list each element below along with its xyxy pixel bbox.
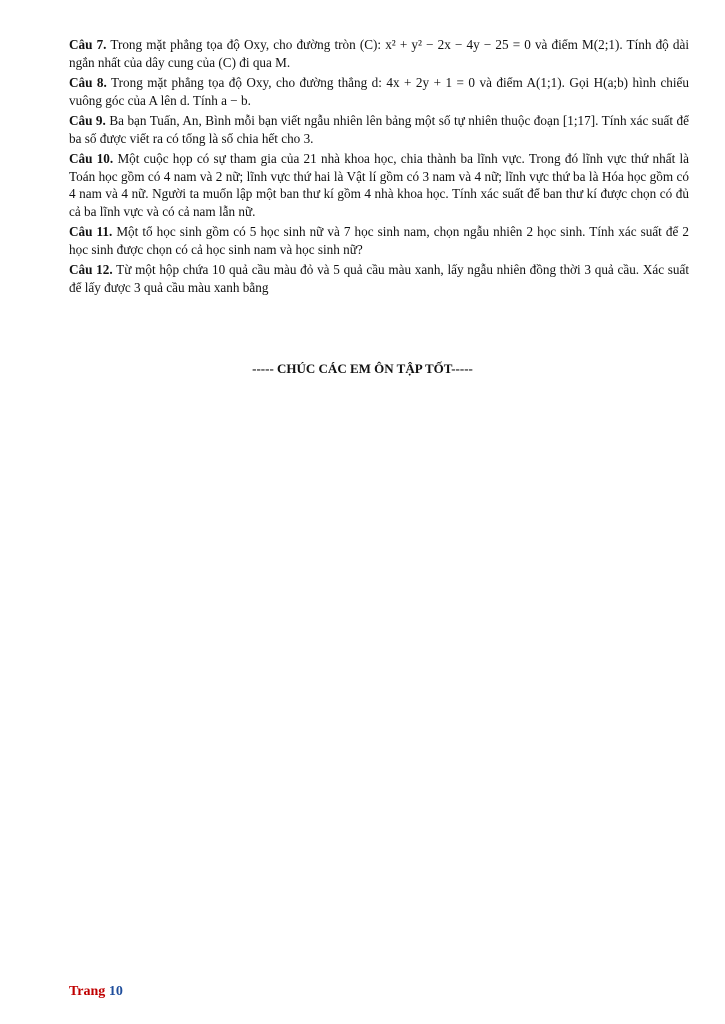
question-label: Câu 10. [69, 151, 114, 166]
question-label: Câu 7. [69, 37, 107, 52]
question-label: Câu 12. [69, 262, 113, 277]
question-text: Trong mặt phẳng tọa độ Oxy, cho đường tròn (C): x² + y² − 2x − 4y − 25 = 0 và điểm M(2;1). Tính độ dài ngắn nhất của dây cung của (C) đi qua M. [69, 37, 690, 70]
page-number: 10 [108, 984, 123, 999]
question-text: Một tổ học sinh gồm có 5 học sinh nữ và 7 học sinh nam, chọn ngẫu nhiên 2 học sinh. Tính xác suất để 2 học sinh được chọn có cả học sinh nam và học sinh nữ? [69, 224, 689, 257]
closing-message: ----- CHÚC CÁC EM ÔN TẬP TỐT----- [252, 361, 473, 376]
page-footer [69, 984, 123, 1000]
question-text: Một cuộc họp có sự tham gia của 21 nhà khoa học, chia thành ba lĩnh vực. Trong đó lĩnh vực thứ nhất là Toán học gồm có 4 nam và 2 nữ; lĩnh vực thứ hai là Vật lí gồm có 3 nam và 4 nữ; lĩnh vực thứ ba là Hóa học gồm có 4 nam và 4 nữ. Người ta muốn lập một ban thư kí gồm 4 nhà khoa học. Tính xác suất để ban thư kí được chọn có đủ cả ba lĩnh vực và có cả nam lẫn nữ. [69, 151, 690, 219]
question-8 [69, 74, 689, 109]
question-label: Câu 9. [69, 113, 106, 128]
question-text: Trong mặt phẳng tọa độ Oxy, cho đường thẳng d: 4x + 2y + 1 = 0 và điểm A(1;1). Gọi H(a;b) hình chiếu vuông góc của A lên d. Tính a − b. [69, 75, 690, 108]
question-7 [69, 36, 689, 71]
question-9 [69, 112, 689, 147]
question-11 [69, 223, 689, 258]
footer-label: Trang [69, 984, 106, 999]
question-label: Câu 8. [69, 75, 107, 90]
question-label: Câu 11. [69, 224, 113, 239]
question-12 [69, 261, 689, 296]
question-list [69, 36, 689, 299]
question-text: Ba bạn Tuấn, An, Bình mỗi bạn viết ngẫu nhiên lên bảng một số tự nhiên thuộc đoạn [1;17]. Tính xác suất để ba số được viết ra có tổng là số chia hết cho 3. [69, 113, 690, 146]
question-10 [69, 150, 689, 220]
question-text: Từ một hộp chứa 10 quả cầu màu đỏ và 5 quả cầu màu xanh, lấy ngẫu nhiên đồng thời 3 quả cầu. Xác suất để lấy được 3 quả cầu màu xanh bằng [69, 262, 690, 295]
